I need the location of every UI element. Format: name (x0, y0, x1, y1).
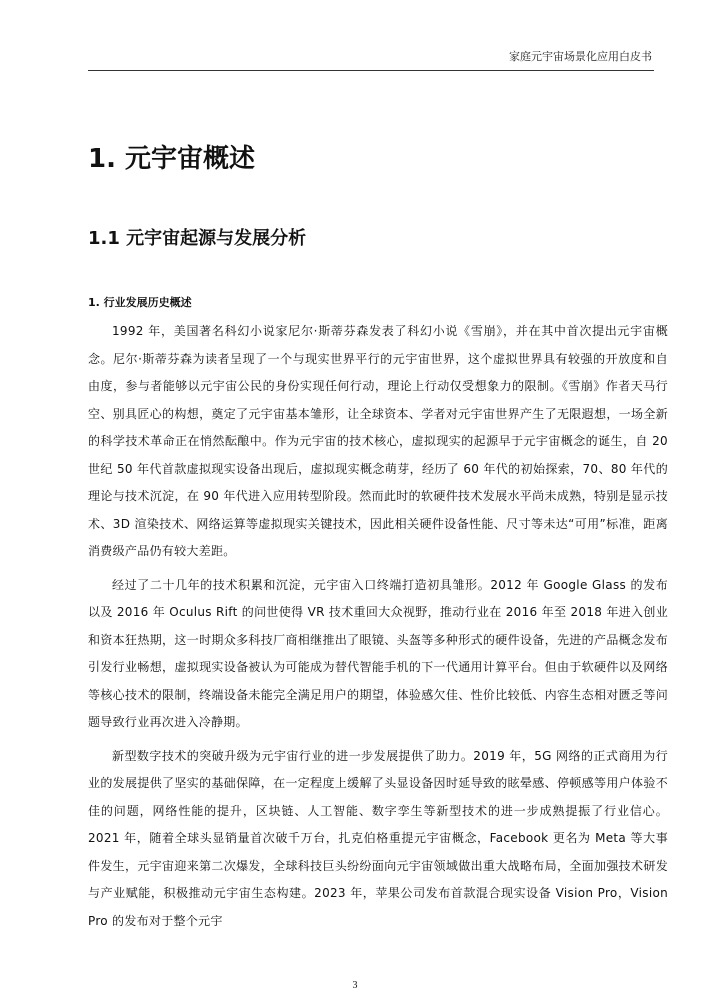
chapter-title: 1. 元宇宙概述 (88, 144, 256, 174)
paragraph: 新型数字技术的突破升级为元宇宙行业的进一步发展提供了助力。2019 年，5G 网络的正式商用为行业的发展提供了坚实的基础保障，在一定程度上缓解了头显设备因时延导致的眩晕感、停顿感等用户体验不佳的问题，网络性能的提升，区块链、人工智能、数字孪生等新型技术的进一步成熟提振了行业信心。2021 年，随着全球头显销量首次破千万台，扎克伯格重提元宇宙概念，Facebook 更名为 Meta 等大事件发生，元宇宙迎来第二次爆发，全球科技巨头纷纷面向元宇宙领域做出重大战略布局，全面加强技术研发与产业赋能，积极推动元宇宙生态构建。2023 年，苹果公司发布首款混合现实设备 Vision Pro，Vision Pro 的发布对于整个元宇 (88, 748, 668, 928)
running-header: 家庭元宇宙场景化应用白皮书 (509, 50, 652, 63)
section-title: 1.1 元宇宙起源与发展分析 (88, 228, 307, 249)
header-divider (88, 70, 654, 71)
body-text (88, 318, 668, 941)
paragraph: 经过了二十几年的技术积累和沉淀，元宇宙入口终端打造初具雏形。2012 年 Google Glass 的发布以及 2016 年 Oculus Rift 的问世使得 VR 技术重回大众视野，推动行业在 2016 年至 2018 年进入创业和资本狂热期，这一时期众多科技厂商相继推出了眼镜、头盔等多种形式的硬件设备，先进的产品概念发布引发行业畅想，虚拟现实设备被认为可能成为替代智能手机的下一代通用计算平台。但由于软硬件以及网络等核心技术的限制，终端设备未能完全满足用户的期望，体验感欠佳、性价比较低、内容生态相对匮乏等问题导致行业再次进入冷静期。 (88, 577, 668, 729)
paragraph: 1992 年，美国著名科幻小说家尼尔·斯蒂芬森发表了科幻小说《雪崩》，并在其中首次提出元宇宙概念。尼尔·斯蒂芬森为读者呈现了一个与现实世界平行的元宇宙世界，这个虚拟世界具有较强的开放度和自由度，参与者能够以元宇宙公民的身份实现任何行动，理论上行动仅受想象力的限制。《雪崩》作者天马行空、别具匠心的构想，奠定了元宇宙基本雏形，让全球资本、学者对元宇宙世界产生了无限遐想，一场全新的科学技术革命正在悄然酝酿中。作为元宇宙的技术核心，虚拟现实的起源早于元宇宙概念的诞生，自 20 世纪 50 年代首款虚拟现实设备出现后，虚拟现实概念萌芽，经历了 60 年代的初始探索，70、80 年代的理论与技术沉淀，在 90 年代进入应用转型阶段。然而此时的软硬件技术发展水平尚未成熟，特别是显示技术、3D 渲染技术、网络运算等虚拟现实关键技术，因此相关硬件设备性能、尺寸等未达“可用”标准，距离消费级产品仍有较大差距。 (88, 324, 668, 558)
subsection-title: 1. 行业发展历史概述 (88, 296, 192, 309)
page-number: 3 (352, 980, 358, 991)
